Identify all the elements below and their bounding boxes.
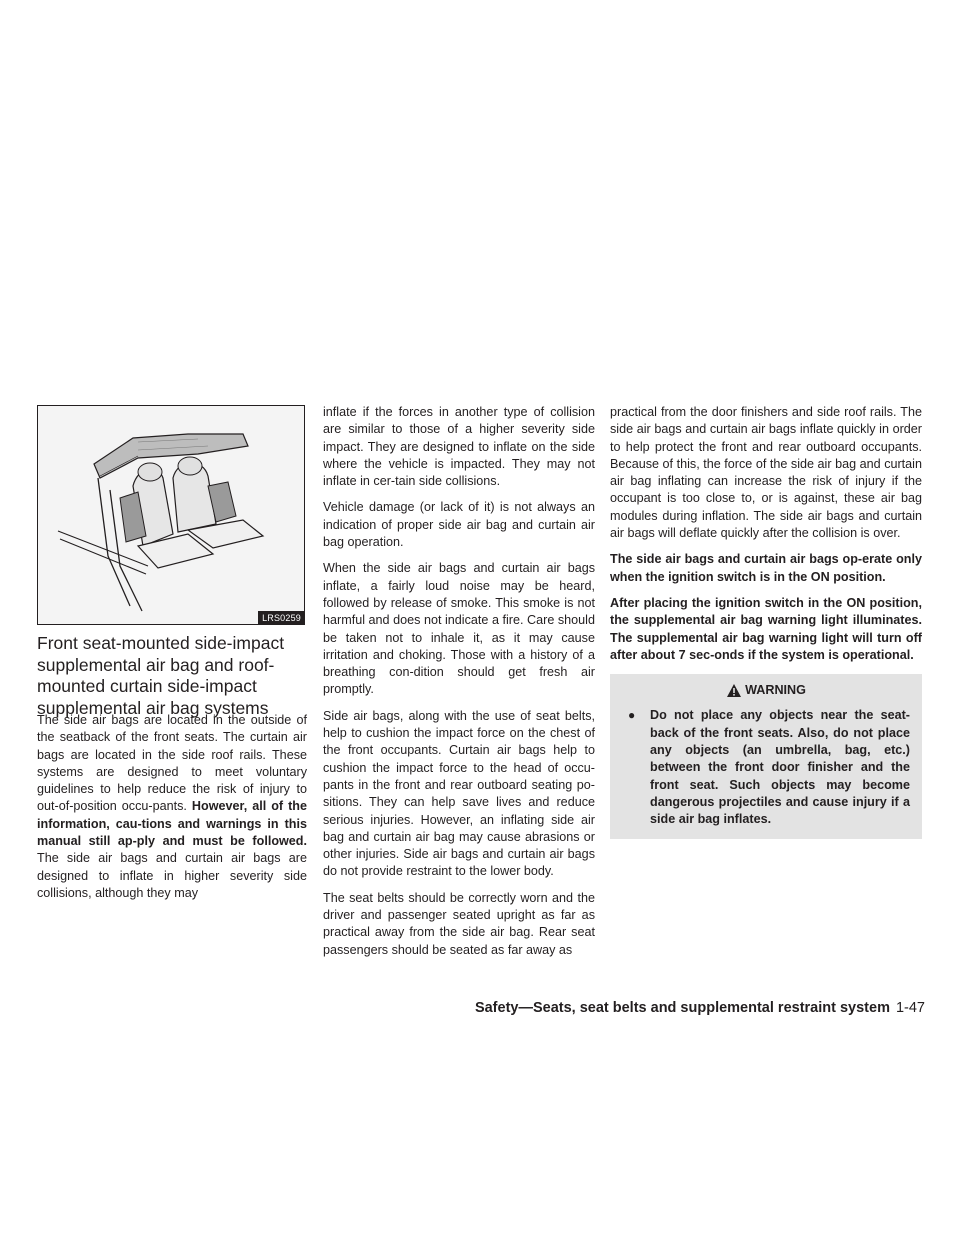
col1-intro-text: The side air bags are located in the outside of the seatback of the front seats. The curtain air bags are located in the side roof rails. These systems are designed to meet voluntary guidelines to help reduce the risk of injury to out-of-position occu-pants.: [37, 713, 307, 814]
warning-item-text: Do not place any objects near the seat-back of the front seats. Also, do not place any objects (an umbrella, bag, etc.) between the front door finisher and the front seat. Such objects may become dangerous projectiles and cause injury if a side air bag inflates.: [650, 708, 910, 827]
warning-title: [622, 682, 910, 699]
col3-paragraph-1: practical from the door finishers and side roof rails. The side air bags and curtain air bags inflate quickly in order to help protect the front and rear outboard occupants. Because of this, the force of the side air bag and curtain air bag inflating can increase the risk of injury if the occupant is too close to, or is against, these air bag modules during inflation. The side air bags and curtain air bags will deflate quickly after the collision is over.: [610, 405, 922, 541]
page-number: 1-47: [895, 1000, 925, 1016]
col1-tail-text: The side air bags and curtain air bags are designed to inflate in higher severity side collisions, although they may: [37, 851, 307, 900]
warning-item: [622, 707, 910, 828]
col3-paragraph-2: The side air bags and curtain air bags op-erate only when the ignition switch is in the ON position.: [610, 552, 922, 584]
column-3: [610, 404, 922, 839]
col2-paragraph-5: The seat belts should be correctly worn and the driver and passenger seated upright as far as practical away from the side air bag. Rear seat passengers should be seated as far away as: [323, 890, 595, 957]
col2-paragraph-2: Vehicle damage (or lack of it) is not always an indication of proper side air bag and curtain air bag operation.: [323, 500, 595, 550]
col1-bold-text: However, all of the information, cau-tions and warnings in this manual still ap-ply and must be followed.: [37, 799, 307, 849]
col2-paragraph-3: When the side air bags and curtain air bags inflate, a fairly loud noise may be heard, followed by release of smoke. This smoke is not harmful and does not indicate a fire. Care should be taken not to inhale it, as it may cause irritation and choking. Those with a history of a breathing con-dition should get fresh air promptly.: [323, 561, 595, 697]
warning-title-text: WARNING: [745, 683, 806, 698]
side-air-bag-illustration: [38, 406, 304, 624]
warning-triangle-icon: [726, 683, 742, 698]
section-heading: Front seat-mounted side-impact supplemental air bag and roof-mounted curtain side-impact supplemental air bag systems: [37, 633, 285, 718]
column-1: [37, 712, 307, 911]
col2-paragraph-4: Side air bags, along with the use of seat belts, help to cushion the impact force on the chest of the front occupants. Curtain air bags help to cushion the impact force to the head of occu-pants in the front and rear outboard seating po-sitions. They can help save lives and reduce serious injuries. However, an inflating side air bag and curtain air bag may cause abrasions or other injuries. Side air bags and curtain air bags do not provide restraint to the lower body.: [323, 708, 595, 879]
page-footer: [395, 1000, 925, 1016]
col3-paragraph-3: After placing the ignition switch in the ON position, the supplemental air bag warning light illuminates. The supplemental air bag warning light will turn off after about 7 sec-onds if the system is operational.: [610, 595, 922, 662]
warning-box: [610, 674, 922, 838]
col1-paragraph: [37, 712, 307, 902]
footer-chapter: Safety—Seats, seat belts and supplemental restraint system: [474, 1000, 890, 1016]
column-2: [323, 404, 595, 968]
air-bag-figure: [37, 405, 305, 625]
figure-label: LRS0259: [258, 611, 305, 625]
bullet-icon: ●: [628, 708, 636, 723]
col2-paragraph-1: inflate if the forces in another type of collision are similar to those of a higher severity side impact. They are designed to inflate on the side where the vehicle is impacted. They may not inflate in cer-tain side collisions.: [323, 405, 595, 489]
